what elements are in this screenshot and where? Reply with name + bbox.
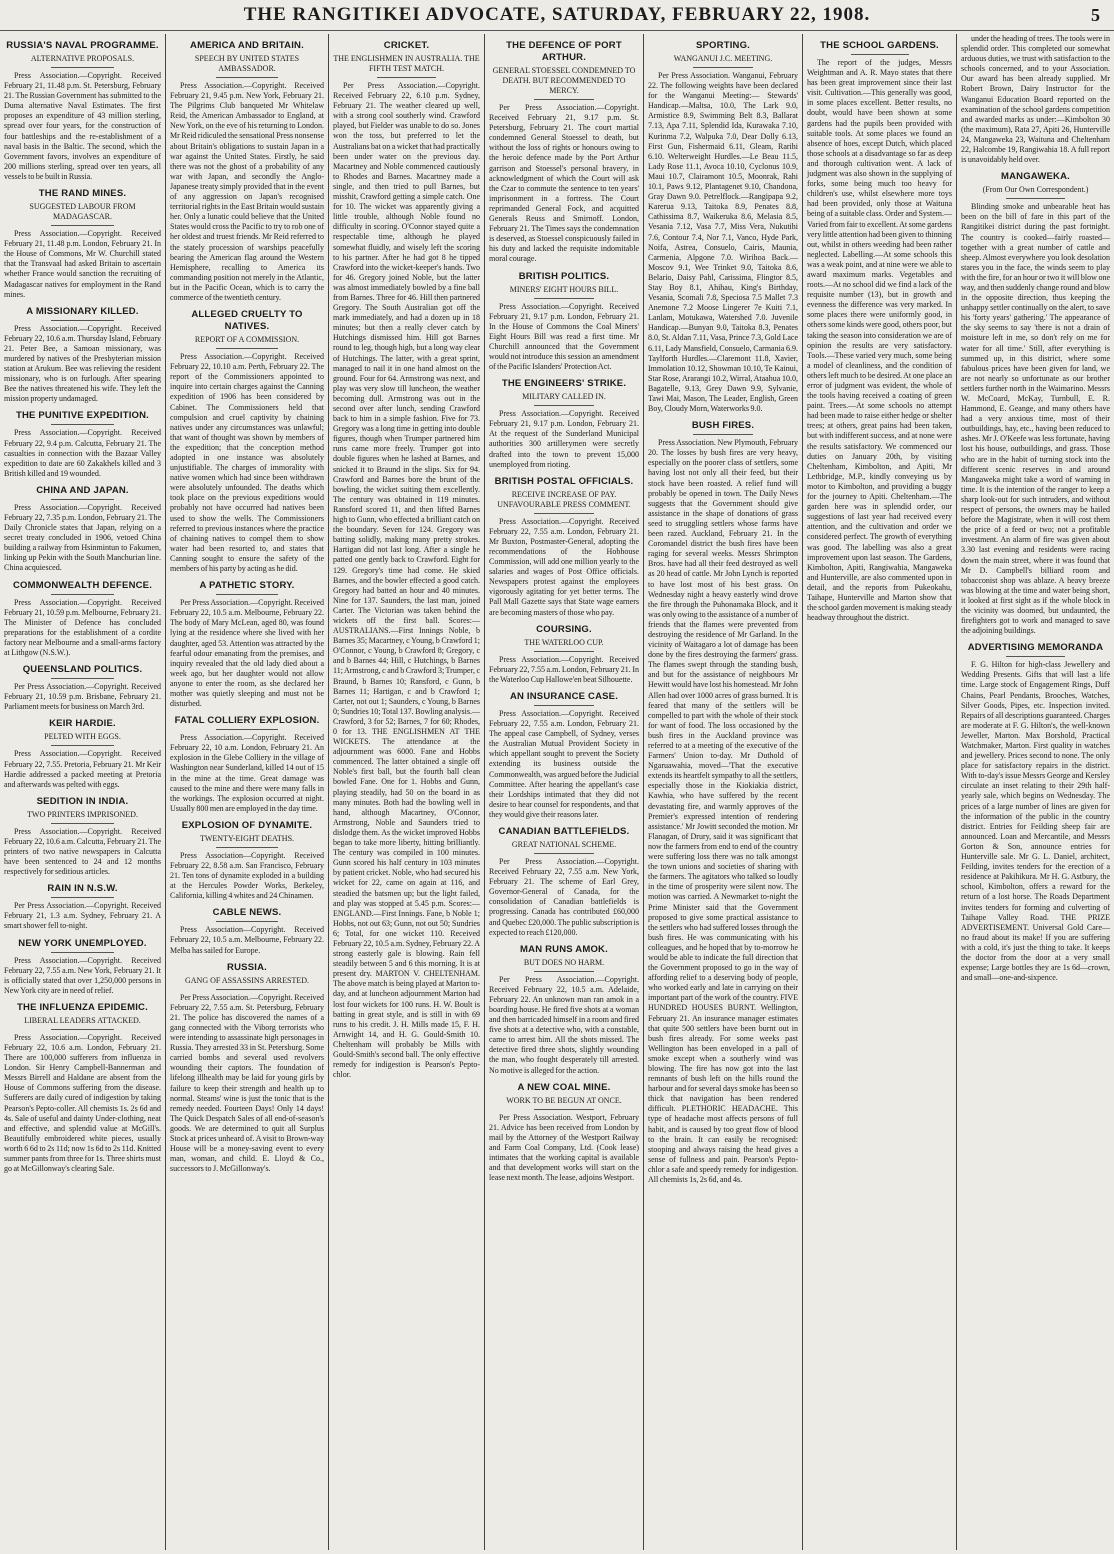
article-body: Press Association.—Copyright. Received February 22, 7.55 a.m. London, February 21. In the Waterloo Cup Hallowe'en beat Silhouette. bbox=[489, 654, 639, 684]
article bbox=[170, 309, 324, 574]
article-subheading: RECEIVE INCREASE OF PAY. UNFAVOURABLE PRESS COMMENT. bbox=[497, 489, 631, 509]
article-body: Press Association.—Copyright. Received February 21, 10.59 p.m. Melbourne, February 21. The Minister of Defence has concluded preparations for the establishment of a cordite factory near Melbourne and a small-arms factory at Lithgow (N.S.W.). bbox=[4, 597, 161, 658]
headline-rule bbox=[693, 67, 753, 68]
article bbox=[4, 306, 161, 405]
article-headline: THE ENGINEERS' STRIKE. bbox=[501, 378, 627, 390]
article bbox=[170, 715, 324, 814]
article-headline: A PATHETIC STORY. bbox=[199, 580, 295, 592]
article bbox=[4, 664, 161, 712]
headline-rule bbox=[216, 729, 278, 730]
article-headline: COURSING. bbox=[536, 623, 592, 635]
article-headline: THE RAND MINES. bbox=[38, 188, 127, 200]
article-headline: QUEENSLAND POLITICS. bbox=[22, 664, 143, 676]
article-subheading: (From Our Own Correspondent.) bbox=[982, 185, 1089, 195]
article-body: Per Press Association.—Copyright. Received February 22, 10.5 a.m. Melbourne, February 22. The body of Mary McLean, aged 80, was found lying at the residence where she lived with her daughter, aged 53. Attention was attracted by the fearful odour emanating from the premises, and inquiry revealed that the old lady died about a week ago, but her daughter would not allow anyone to enter the room, as she declared her mother was quietly sleeping and must not be disturbed. bbox=[170, 598, 324, 709]
article bbox=[4, 410, 161, 478]
article bbox=[489, 40, 639, 265]
article-body: Press Association.—Copyright. Received February 21, 11.48 p.m. St. Petersburg, February 21. The Russian Government has submitted to the Duma alternative Naval Estimates. The first proposes an expenditure of 43 million sterling, spread over four years, for the construction of four battleships and the re-establishment of a naval basis in the Baltic. The second, which the Government favors, involves an expenditure of 200 millions sterling, spread over ten years, all vessels to be built in Russia. bbox=[4, 71, 161, 181]
article-body: Press Association.—Copyright. Received February 22, 10.6 a.m. Calcutta, February 21. The printers of two native newspapers in Calcutta have been sentenced to 24 and 12 months respectively for seditious articles. bbox=[4, 826, 161, 877]
article-body: Press Association.—Copyright. Received February 22, 7.35 p.m. London, February 21. The Daily Chronicle states that Japan, relying on a secret treaty concluded in 1906, vetoed China building a railway from Hsinmintun to Fakumen, linking up Pekin with the South Manchurian line. China acquiesced. bbox=[4, 502, 161, 573]
article bbox=[4, 718, 161, 789]
headline-rule bbox=[534, 405, 594, 406]
article bbox=[489, 624, 639, 685]
article-body: Press Association.—Copyright. Received February 22, 7.55 a.m. New York, February 21. It is officially stated that over 1,250,000 persons in New York city are in need of relief. bbox=[4, 955, 161, 995]
article-body: Press Association.—Copyright. Received February 22, 10.10 a.m. Perth, February 22. The report of the Commissioners appointed to inquire into certain charges against the Canning expedition of 1906 has been considered by Cabinet. The Commissioners held that compulsion and cruel captivity by chaining natives under any circumstances was unlawful; that want of thought was shown by members of the expedition; that the conception method adopted in one instance was absolutely unjustifiable. The charges of immorality with native women which had since been withdrawn were absolutely unfounded. The deaths which took place on the previous expeditions would probably not have occurred had natives been used to show the wells. The Commissioners referred to previous instances where the practice of chaining natives to compel them to show water had been resorted to, and states that Canning sought to ensure the safety of the members of his party by acting as he did. bbox=[170, 352, 324, 574]
article bbox=[170, 820, 324, 901]
article bbox=[170, 962, 324, 1175]
article bbox=[489, 691, 639, 820]
headline-rule bbox=[51, 225, 114, 226]
article bbox=[4, 40, 161, 182]
article bbox=[333, 40, 480, 1080]
headline-rule bbox=[534, 298, 594, 299]
article-body: Per Press Association.—Copyright. Received February 22, 7.55 a.m. St. Petersburg, February 21. The police has discovered the names of a gang connected with the Viborg terrorists who were intending to assassinate high personages in Russia. They arrested 33 in St. Petersburg. Some carried bombs and several used revolvers wounding their captors. The foundation of lifelong illhealth may be laid for young girls by failure to keep their strength and health up to normal. Steams' wine is just the tonic that is the remedy needed. Fourteen Days! Only 14 days! The Quick Despatch Sales of all end-of-season's goods. We are determined to quit all Surplus Stock at prices unheard of. A visit to Brown-way House will be a money-saving event to every man, woman, and child. E. Lloyd & Co., successors to J. McGillonway's. bbox=[170, 992, 324, 1174]
article-headline: SEDITION IN INDIA. bbox=[36, 795, 129, 807]
article bbox=[648, 420, 798, 1185]
page-number: 5 bbox=[1091, 5, 1100, 25]
headline-rule bbox=[534, 99, 594, 100]
article bbox=[4, 188, 161, 300]
article-headline: KEIR HARDIE. bbox=[49, 718, 116, 730]
column-1 bbox=[0, 34, 165, 1548]
article-headline: THE DEFENCE OF PORT ARTHUR. bbox=[506, 40, 622, 63]
article-headline: CANADIAN BATTLEFIELDS. bbox=[498, 825, 630, 837]
article-body: Press Association. New Plymouth, February 20. The losses by bush fires are very heavy, especially on the poorer class of settlers, some having lost not only all their feed, but their stock have been roasted. A relief fund will probably be opened in town. The Daily News suggests that the Government should give assistance in the shape of donations of grass seed to struggling settlers whose farms have been razed. Auckland, February 21. In the Coromandel district the bush fires have been raging for several weeks. Messrs Shrimpton Bros. have had all their feed destroyed as well as 20 head of cattle. Mr John Lynch is reported to have lost most of his best grass. On Wednesday night a heavy easterly wind drove the fire through the Puhonamaka Block, and it was only owing to the assistance of a number of friends that the flames were prevented from destroying the residence of Mr Garland. In the vicinity of Waitagaro a lot of damage has been done by the fires destroying the farmers' grass. The flames swept through the standing bush, and but for the assistance of neighbours Mr Hewitt would have lost his homestead. Mr John Allen had over 1000 acres of grass burned. It is feared that many of the settlers will be compelled to part with the whole of their stock for want of food. The loss occasioned by the bush fires in the Auckland province was referred to at a meeting of the executive of the Farmers' Union to-day. Mr Duthold of Ngaruawahia, moved—'That the executive extends its heartfelt sympathy to all the settlers, especially those in the Kiokiakia district, Kawhia, who have suffered by the recent devastating fire, and warmly approves of the Premier's expressed intention of rendering assistance.' Mr Jowitt seconded the motion. Mr Flanagan, of Drury, said it was significant that now the farmers from end to end of the country were suffering loss there was no talk amongst the town unions and societies of sharing with the farmers. The agitators who talked so loudly in the time of prosperity were silent now. The motion was carried. A Newmarket to-night the Prime Minister said that the Government proposed to give some practical assistance to the settlers who had suffered losses through the bush fires. He was communicating with his colleagues, and he hoped that by to-morrow he would be able to indicate the full direction that the Government proposed to go in the way of affording relief to a deserving body of people, who worked early and late in carrying on their important part of the work of the country. FIVE HUNDRED HOUSES BURNT. Wellington, February 21. An insurance manager estimates that quite 500 settlers have been burnt out in bush fires already. For some weeks past Wellington has been enveloped in a pall of smoke except when a southerly wind was blowing. The fire has now got into the last remnants of bush left on the hills round the harbour and for several days smoke has been so thick that navigation has been rendered difficult. PLETHORIC HEADACHE. This type of headache most affects persons of full habit, and is caused by too great flow of blood to the brain. It can easily be recognised: stooping and always raising the head gives a sense of fullness and pain. Pearson's Pepto-chlor a safe and speedy remedy for indigestion. All chemists 1s, 2s 6d, and 4s. bbox=[648, 438, 798, 1185]
article-body: Per Press Association.—Copyright. Received February 21, 1.3 a.m. Sydney, February 21. A smart shower fell to-night. bbox=[4, 901, 161, 931]
article-headline: RUSSIA'S NAVAL PROGRAMME. bbox=[6, 40, 159, 51]
headline-rule bbox=[1006, 656, 1066, 657]
article-body: Press Association.—Copyright. Received February 22, 10.6 a.m. London, February 21. There are 100,000 sufferers from influenza in London. Sir Henry Campbell-Bannerman and Messrs Birrell and Haldane are absent from the House of Commons suffering from the disease. Sufferers are daily cured of indigestion by taking Pearson's Pepto-coller. All chemists 1s. 2s 6d and 4s. Sale of useful and dainty Under-clothing, neat and effective, and splendid value at McGill's. Beautifully embroidered white pieces, usually worth 6 6d to 2s 11d; now 1s 6d to 2s 11d. Knitted summer pants from three for 1s. Three shirts must go at McGillonway's clearing Sale. bbox=[4, 1032, 161, 1174]
headline-rule bbox=[851, 54, 909, 55]
article bbox=[489, 944, 639, 1076]
article-body: Blinding smoke and unbearable heat has been on the bill of fare in this part of the Rangitikei district during the past fortnight. The country is cooked—fairly roasted—together with a great number of cattle and sheep. Almost everywhere you look desolation stares you in the face, the winds seem to play with the fire, for an hour or two it will blow one way, and then suddenly change round and blow in the opposite direction, thus keeping the unhappy settler continually on the alert, to save his 'forty years' gathering.' The appearance of the sky seems to say 'there is not a drain of moisture left in me, so don't rely on me for water for all time.' Still, after everything is summed up, in this district, where some fabulous prices have been given for land, we are not nearly so unfortunate as our brother settlers further north in the Waimarino. Messrs W. McCoard, McKay, Turnbull, E. R. Hammond, E. Geange, and many others have had a very anxious time, most of their outbuildings, hay, etc., having been reduced to ashes. Mr J. O'Keefe was less fortunate, having lost his house, outbuildings, and grass. Those who are in the habit of turning stock into the different scenic reserves in and around Mangaweka might take a word of warning in time. It is the intention of the ranger to keep a sharp look-out for such intruders, and without respect of persons, the owners may be hailed before the Magistrate, when it will cost them the price of a feed or two; not a profitable investment. An alarm of fire was given about 3.30 last evening and residents were racing down the main street, where it was found that Mr D. Campbell's billiard room and tobacconist shop was ablaze. A heavy breeze was blowing at the time and water being short, it looked at first sight as if the whole block in the vicinity was doomed, but undaunted, the firefighters got to work and managed to save the adjoining buildings. bbox=[961, 202, 1110, 636]
headline-rule bbox=[51, 67, 114, 68]
article bbox=[489, 1082, 639, 1184]
article-body: Per Press Association.—Copyright. Received February 21, 9.17 p.m. St. Petersburg, February 21. The court martial condemned General Stoessel to death, but without the loss of rights or honours owing to the heroic defence made by the Port Arthur garrison and Stoessel's personal bravery, in acknowledgment of which the Court will ask the Czar to commute the sentence to ten years' imprisonment in a fortress. The Court reprimanded General Fock, and acquitted Generals Reuss and Smirnoff. London, February 21. The Times says the condemnation is deserved, as Stoessel conspicuously failed in his duty and lacked the requisite indomitable moral courage. bbox=[489, 103, 639, 264]
article-headline: THE INFLUENZA EPIDEMIC. bbox=[17, 1001, 148, 1013]
article bbox=[170, 40, 324, 303]
article bbox=[4, 580, 161, 659]
article-headline: CRICKET. bbox=[383, 40, 430, 51]
column-4 bbox=[485, 34, 643, 1548]
article-body: F. G. Hilton for high-class Jewellery and Wedding Presents. Gifts that will last a life time. Large stock of Engagement Rings, Duff Chains, Pearl Pendants, Brooches, Watches, Silver Goods, Pipes, etc. Inspection invited. Repairs of all descriptions guaranteed. Charges are moderate at F. G. Hilton's, the well-known Jeweller, Marton. Max Borshold, Practical Watchmaker, Marton. First quality in watches and jewellery. Prices second to none. The only place for satisfactory repairs in the district. With to-day's issue Messrs George and Kersley circulate an inset relating to their 29th half-yearly sale, which begins on Wednesday. The prices of a large number of lines are given for the information of the public in the country district. Entries for Feilding sheep fair are announced. Loan and Mercantile, and Messrs Gorton & Son, announce entries for Hunterville sale. Mr G. L. Daniel, architect, Feilding, invites tenders for the erection of a residence at Pakihikura. Mr H. G. Astbury, the school, Kimbolton, offers a reward for the return of a lost horse. The Roads Department invites tenders for forming and culverting of Taihape Valley Road. THE PRIZE ADVERTISEMENT. Universal Gold Care—no fraud about its make! If you are suffering with a cold, it's just the thing to take. It keeps the doctor from the door at a very small expense; Large bottles they are 1s 6d—crown, and small—one-and-sixpence. bbox=[961, 660, 1110, 983]
article-body: Press Association—Copyright. Received February 22, 8.58 a.m. San Francisco, February 21. Ten tons of dynamite exploded in a building at the Hercules Powder Works, Berkeley, California, killing 4 whites and 24 Chinamen. bbox=[170, 850, 324, 901]
article-body: Press Association.—Copyright. Received February 21, 11.48 p.m. London, February 21. In the House of Commons, Mr W. Churchill stated that the Transvaal had asked Britain to ascertain whether France would sanction the recruiting of Madagascar natives for employment in the Rand mines. bbox=[4, 229, 161, 299]
article bbox=[489, 378, 639, 470]
article-headline: THE PUNITIVE EXPEDITION. bbox=[15, 410, 150, 422]
article-headline: COMMONWEALTH DEFENCE. bbox=[12, 579, 153, 591]
headline-rule bbox=[51, 424, 114, 425]
article-headline: FATAL COLLIERY EXPLOSION. bbox=[174, 715, 320, 727]
headline-rule bbox=[534, 853, 594, 854]
article-headline: SPORTING. bbox=[695, 40, 751, 51]
article-body: Press Association.—Copyright. Received February 22, 7.55 a.m. London, February 21. The appeal case Campbell, of Sydney, verses the Australian Mutual Provident Society in which appellant sought to prevent the Society extending its business outside the Commonwealth, was argued before the Judicial Committee. After hearing the appellant's case their Lordships intimated that they did not desire to hear counsel for respondents, and that they would give their reasons later. bbox=[489, 708, 639, 819]
article-headline: RUSSIA. bbox=[227, 961, 267, 973]
headline-rule bbox=[51, 897, 114, 898]
article bbox=[489, 476, 639, 618]
headline-rule bbox=[51, 745, 114, 746]
article-subheading: GREAT NATIONAL SCHEME. bbox=[511, 839, 617, 849]
article bbox=[170, 580, 324, 709]
article bbox=[4, 1002, 161, 1174]
article bbox=[170, 907, 324, 955]
headline-rule bbox=[534, 971, 594, 972]
article-subheading: WANGANUI J.C. MEETING. bbox=[673, 54, 773, 63]
article-body: under the heading of trees. The tools were in splendid order. This completed our somewhat arduous duties, we trust with satisfaction to the schools concerned, and to your Association. Our award has been already supplied. Mr Robert Brown, Dairy Instructor for the Wanganui Education Board reported on the examination of the school gardens competition and awarded marks as under:—Kimbolton 30 (the maximum), Rata 27, Apiti 26, Hunterville 24, Mangaweka 23, Waituna and Cheltenham 22, Halcombe 19, Rangiwahia 18. A full report is unavoidably held over. bbox=[961, 34, 1110, 165]
article-headline: AMERICA AND BRITAIN. bbox=[190, 40, 304, 51]
headline-rule bbox=[534, 651, 594, 652]
article-headline: EXPLOSION OF DYNAMITE. bbox=[181, 819, 313, 831]
article bbox=[648, 40, 798, 414]
article-subheading: SPEECH BY UNITED STATES AMBASSADOR. bbox=[194, 54, 300, 73]
article-subheading: THE WATERLOO CUP. bbox=[524, 637, 604, 647]
article-subheading: LIBERAL LEADERS ATTACKED. bbox=[24, 1015, 141, 1025]
column-3 bbox=[329, 34, 484, 1548]
column-7 bbox=[957, 34, 1114, 1548]
article-headline: NEW YORK UNEMPLOYED. bbox=[18, 937, 147, 949]
article-body: Per Press Association. Westport, February 21. Advice has been received from London by mail by the Attorney of the Westport Railway and Farm Coal Company, Ltd. (Cook lease) intimates that the working capital is available and that development works will start on the lease next month. The lease, adjoins Westport. bbox=[489, 1112, 639, 1183]
article-headline: MAN RUNS AMOK. bbox=[520, 943, 608, 955]
headline-rule bbox=[216, 847, 278, 848]
article-subheading: THE ENGLISHMEN IN AUSTRALIA. THE FIFTH TEST MATCH. bbox=[333, 54, 480, 73]
article-body: Per Press Association.—Copyright. Received February 21, 10.59 p.m. Brisbane, February 21. Parliament meets for business on March 3rd. bbox=[4, 682, 161, 712]
article-subheading: TWENTY-EIGHT DEATHS. bbox=[199, 833, 295, 843]
article-headline: CHINA AND JAPAN. bbox=[36, 484, 129, 496]
article-headline: CABLE NEWS. bbox=[212, 907, 282, 919]
column-2 bbox=[166, 34, 328, 1548]
article-body: Press Association.—Copyright. Received February 22, 7.55 a.m. London, February 21. Mr Buxton, Postmaster-General, adopting the recommendations of the Hobhouse Commission, will add one million yearly to the salaries and wages of Post Office officials. Newspapers protest against the employees vigorously agitating for yet better terms. The Pall Mall Gazette says that State wage earners are becoming masters of those who pay. bbox=[489, 516, 639, 617]
headline-rule bbox=[693, 434, 753, 435]
article-body: Press Association.—Copyright. Received February 22, 10.6 a.m. Thursday Island, February 21. Peter Bee, a Samoan missionary, was murdered by natives of the Presbyterian mission station at Arukum. Bee was relieving the resident missionary, who is on furlough. After spearing Bee the natives threatened his wife. They left the mission property undamaged. bbox=[4, 323, 161, 404]
headline-rule bbox=[51, 1029, 114, 1030]
article-body: Per Press Association.—Copyright. Received February 22, 6.10 p.m. Sydney, February 21. The weather cleared up well, with a strong cool southerly wind. Crawford played, but Fielder was unable to do so. Jones won the toss, but preferred to let the Australians bat on a wicket that had practically been under water on the previous day. Macartney and Noble commenced cautiously to Rhodes and Barnes. Macartney made a single, and then tried to pull Barnes, but misshit, Crawford getting a simple catch. One for 10. The wicket was apparently giving a little trouble, although Noble found no difficulty in scoring. O'Connor stayed quite a respectable time, although he played somewhat fluidly, and wisely left the scoring to his partner. After he had got 8 he tipped Crawford into the wicket-keeper's hands. Two for 46. Gregory joined Noble, but the latter was almost immediately bowled by a fine ball from Barnes. Three for 46. Hill then partnered Gregory. The South Australian got off the mark immediately, and had a dozen up in 18 minutes; but then a really clever catch by Hutchings dismissed him. Hill got Barnes round to leg, though high, but a long way clear of Hutchings. The latter, with a great sprint, managed to nail it in one hand almost on the ground. Four for 64. Armstrong was next, and play was very slow till luncheon, the weather becoming dull. Armstrong was out in the second over after lunch, sending Crawford back to him in a simple fashion. Five for 73. Gregory was a long time in getting into double figures, though when Trumper partnered him runs came more freely. Trumper got into double figures when he lashed at Barnes, and snicked it to Braund in the slips. Six for 94. Crawford and Barnes bore the brunt of the bowling, the wicket suiting them excellently. The century was obtained in 119 minutes. Ransford scored 11, and then lifted Barnes high to Gunn, who effected a brilliant catch on the boundary. Seven for 124. Gregory was batting solidly, making many pretty strokes. Hartigan did not last long. After a single he patted one gently back to Crawford. Eight for 129. Gregory's time had come. He skied Barnes, and the bowler effected a good catch. Gregory had batted an hour and 40 minutes. Nine for 137. Saunders, the last man, joined Carter. The Victorian was taken behind the wickets off the first ball. Scores:— AUSTRALIANS.—First Innings Noble, b Barnes 35; Macartney, c Young, b Crawford 1; O'Connor, c Young, b Crawford 8; Gregory, c and b Barnes 44; Hill, c Hutchings, b Barnes 11; Armstrong, c and b Crawford 3; Trumper, c Braund, b Barnes 10; Ransford, c Gunn, b Barnes 11; Hartigan, c and b Crawford 1; Carter, not out 1; Saunders, c Young, b Barnes 0; Sundries 10; Total 137. Bowling analysis.—Crawford, 3 for 52; Barnes, 7 for 60; Rhodes, 0 for 13. THE ENGLISHMEN AT THE WICKETS. The attendance at the adjournment was 6000. Fane and Hobbs commenced. The latter obtained a single off Noble's first ball, but the fourth ball clean bowled Fane. One for 1. Hobbs and Gunn, playing steadily, had 50 on the board in as many minutes. Both had the bowling well in hand, although Macartney, O'Connor, Armstrong, Noble and Saunders tried to dislodge them. As the wicket improved Hobbs began to take more liberty, hitting brilliantly. The century was compiled in 100 minutes. Gunn scored his half century in 103 minutes by patient cricket. Noble, who had secured his wicket for 22, came on again at 116, and steadied the batsmen up; but the light failed, and play was stopped at 5.45 p.m. Scores:— ENGLAND.—First Innings. Fane, b Noble 1; Hobbs, not out 63; Gunn, not out 50; Sundries 6; Total, for one wicket 110. Received February 22, 10.5 a.m. Sydney, February 22. A strong easterly gale is blowing. Rain fell steadily between 5 and 6 this morning. It is at present dry. MARTON V. CHELTENHAM. The above match is being played at Marton to-day, and at luncheon adjournment Marton had lost four wickets for 100 runs. H. W. Boult is batting in great style, and is still in with 69 runs to his credit. J. H. Mills made 15, F. H. Arnwight 14, and H. G. Gould-Smith 10. Cheltenham will probably be Mills with Gould-Smith's second ball. The only effective remedy for indigestion is Pearson's Pepto-chlor. bbox=[333, 81, 480, 1080]
article-subheading: BUT DOES NO HARM. bbox=[523, 957, 605, 967]
article-headline: THE SCHOOL GARDENS. bbox=[820, 40, 939, 51]
article bbox=[4, 938, 161, 996]
article-headline: A NEW COAL MINE. bbox=[517, 1081, 611, 1093]
article-body: Per Press Association.—Copyright. Received February 22, 10.5 a.m. Adelaide, February 22. An unknown man ran amok in a boarding house. He fired five shots at a woman and then barricaded himself in a room and fired five shots at a detective who, with a constable, came to arrest him. All the shots missed. The detective fired three shots, slightly wounding the man, who fought desperately till arrested. No motive is alleged for the action. bbox=[489, 974, 639, 1075]
article-subheading: MILITARY CALLED IN. bbox=[522, 392, 606, 402]
article-body: Press Association.—Copyright. Received February 21, 9.17 p.m. London, February 21. In the House of Commons the Coal Miners' Eight Hours Bill was read a first time. Mr Churchill announced that the Government would not introduce this session an amendment of the Pacific Islanders' Protection Act. bbox=[489, 301, 639, 372]
headline-rule bbox=[534, 705, 594, 706]
headline-rule bbox=[216, 77, 278, 78]
article-body: Press Association.—Copyright. Received February 22, 9.4 p.m. Calcutta, February 21. The casualties in connection with the Bazaar Valley expedition to date are 60 Zakakhels killed and 3 British killed and 19 wounded. bbox=[4, 428, 161, 478]
article bbox=[4, 485, 161, 574]
article-body: Press Association.—Copyright. Received February 22, 10 a.m. London, February 21. An explosion in the Glebe Colliery in the village of Washington near Sunderland, killed 14 out of 15 in the mine at the time. Great damage was caused to the mine and there were many falls in the workings. The explosion occurred at night. Usually 800 men are employed in the day time. bbox=[170, 733, 324, 813]
article-body: Per Press Association.—Copyright. Received February 22, 7.55 a.m. New York, February 21. The scheme of Earl Grey, Governor-General of Canada, for the consolidation of Canadian battlefields is progressing. Canada has contributed £60,000 and Quebec £20,000. The public subscription is expected to reach £120,000. bbox=[489, 856, 639, 937]
headline-rule bbox=[216, 989, 278, 990]
headline-rule bbox=[51, 320, 114, 321]
article bbox=[489, 271, 639, 373]
headline-rule bbox=[1006, 198, 1066, 199]
article-headline: AN INSURANCE CASE. bbox=[509, 690, 619, 702]
article-body: Press Association.—Copyright. Received February 21, 9.17 p.m. London, February 21. At the request of the Sunderland Municipal authorities 300 artillerymen were secretly drafted into the town to prevent 15,000 unemployed from rioting. bbox=[489, 409, 639, 469]
masthead-title: THE RANGITIKEI ADVOCATE, SATURDAY, FEBRUARY 22, 1908. bbox=[243, 4, 871, 25]
headline-rule bbox=[216, 921, 278, 922]
article-subheading: REPORT OF A COMMISSION. bbox=[194, 335, 300, 345]
headline-rule bbox=[216, 594, 278, 595]
headline-rule bbox=[51, 678, 114, 679]
article-headline: MANGAWEKA. bbox=[1000, 171, 1071, 183]
masthead bbox=[0, 0, 1114, 31]
headline-rule bbox=[377, 77, 436, 78]
article-headline: BRITISH POSTAL OFFICIALS. bbox=[494, 475, 634, 487]
article-subheading: GENERAL STOESSEL CONDEMNED TO DEATH. BUT RECOMMENDED TO MERCY. bbox=[492, 66, 636, 95]
article-headline: ADVERTISING MEMORANDA bbox=[967, 642, 1104, 654]
article bbox=[4, 883, 161, 931]
headline-rule bbox=[51, 823, 114, 824]
article bbox=[961, 642, 1110, 983]
article-subheading: TWO PRINTERS IMPRISONED. bbox=[27, 809, 138, 819]
article bbox=[4, 796, 161, 877]
article-body: Per Press Association. Wanganui, February 22. The following weights have been declared for the Wanganui Meeting:— Stewards' Handicap.—Maltsa, 10.0, The Lark 9.0, Armistice 8.9, Swimming Belt 8.3, Ballarat 7.13, Apa 7.11, Splendid Ida, Kurawaka 7.10, Kurinma 7.2, Walpuka 7.0, Dear Dolly 6.13, First Gun, Fishermaid 6.11, Gleam, Rarihi 6.10. Welterweight Hurdles.—Le Beau 11.5, Lady Rose 11.1, Avoca 10.10, Cyclonus 10.9, Maui 10.7, Clairamont 10.5, Moonrak, Rahi 10.1, Paws 9.12, Plantagenet 9.10, Chandona, Gray Dawn 9.0. Petrelflock.—Rangipapa 9.2, Karerua 9.13, Taitoka 8.9, Penates 8.8, Cathissima 8.7, Waikeruka 8.6, Melasia 8.5, Vesania 7.12, Vasa 7.7, Miss Vera, Nukutihi 7.6, Contour 7.4, Nor 7.1, Vanco, Hyde Park, Noifa, Astrea, Consuelo, Cairis, Maunia, Carmenia, Alpgone 7.0. Wirihoa Back.—Moscov 9.1, Wee Trinket 9.0, Taitoka 8.6, Belario, Daisy Pahl, Carissima, Flingtor 8.5, Stay Boy 8.1, Ahihau, King's Birthday, Vesania, Scomali 7.8, Speciosa 7.5 Mallet 7.3 Anemone 7.2 Moose Lingerer 7e Kuiti 7.1, Lanlam, Motukawa, Watershed 7.0. Juvenile Handicap.—Bunyan 9.0, Taitoka 8.3, Penates 8.0, St. Aldan 7.11, Vasa, Prince 7.3, Gold Lace 6.11, Lady Mansfield, Consuelo, Carmania 6.9. Taylforth Hurdles.—Claremont 11.8, Xavier, Immolation 10.12, Showman 10.10, Te Kainui, Star Rose, Ararangi 10.2, Wirral, Ataahua 10.0, Bagatelle, 9.13, Grey Dawn 9.9, Sylvanie, Tawi Mai, Mason, The Leader, English, Green Boy, Cloudy Morn, Waterworks 9.0. bbox=[648, 71, 798, 414]
column-6 bbox=[803, 34, 956, 1548]
article bbox=[489, 826, 639, 938]
article-body: Press Association.—Copyright. Received February 21, 9.45 p.m. New York, February 21. The Pilgrims Club banqueted Mr Whitelaw Reid, the American Ambassador to England, at New York, on the eve of his returning to London. Mr Reid ridiculed the sensational Press nonsense about Britain's obligations to sustain Japan in a war against the United States. Firstly, he said there was not the ghost of a probability of any war with Japan, and secondly the Anglo-Japanese treaty simply provided that in the event of any aggression on Japan's recognised territorial rights in the East Britain would sustain her. Only a lunatic could believe that the United States would cross the Pacific to try to rob one of her oldest and truest friends. Mr Reid referred to the stately procession of warships peacefully bearing the American flag around the Western Hemisphere, recalling to America its commanding position not merely in the Atlantic, but in the Pacific Ocean, which is to carry the commerce of the twentieth century. bbox=[170, 81, 324, 302]
article-subheading: MINERS' EIGHT HOURS BILL. bbox=[509, 284, 619, 294]
article-body: Press Association.—Copyright. Received February 22, 7.55. Pretoria, February 21. Mr Keir Hardie addressed a packed meeting at Pretoria and afterwards was pelted with eggs. bbox=[4, 749, 161, 789]
article-body: The report of the judges, Messrs Weightman and A. R. Mayo states that there has been great improvement since their last visit. Cultivation.—This generally was good, in some places excellent. Better results, no doubt, would have been shown at some gardens had the pupils been provided with suitable tools. At some places we found an absence of hoes, except Dutch, which placed those schools at a disadvantage so far as deep and thorough cultivation went. A lack of judgment was also shown in the supplying of forks, some being much too heavy for children's use, whilst elsewhere more toys had been provided, only those at Waituna being of a suitable class. Order and System.—Varied from fair to excellent. At some gardens very little attention had been given to thinning out, whilst in others weeding had been rather neglected. Labelling.—At some schools this was a weak point, and at nine were we able to award maximum marks. Vegetables and roots.—At no school did we find a lack of the requisite number (13), but in growth and evenness the difference was very marked. In some places there were uniformly good, in others some kinds were good, others poor, but taking the season into consideration we are of opinion the results are very satisfactory. Tools.—These varied very much, some being a model of cleanliness, and the condition of others left much to be desired. At one place an error of judgment was evident, the whole of the tools having received a coating of green paint. Trees.—At some schools no attempt had been made to raise either hedge or shelter trees; at others, great pains had been taken, but with indifferent success, and at none were the results satisfactory. We commenced our duties on January 20th, by visiting Cheltenham, Kimbolton, and Apiti, Mr Lethbridge, M.P., kindly conveying us by motor to Kimbolton, and providing a buggy for the journey to Apiti. Cheltenham.—The garden here was in splendid order, our suggestions of last year had received every attention, and the cultivation and order we considered perfect. The growth of everything was good. The labelling was also a great improvement upon last season. The Gardens, Kimbolton, Apiti, Rangiwahia, Mangaweka and Hunterville, are also commented upon in detail, and the reports from Pukeokahu, Taihape, Hunterville and Marton show that the school garden movement is making steady headway throughout the district. bbox=[807, 58, 952, 623]
article bbox=[807, 40, 952, 623]
article-subheading: SUGGESTED LABOUR FROM MADAGASCAR. bbox=[29, 202, 136, 222]
article-subheading: WORK TO BE BEGUN AT ONCE. bbox=[506, 1095, 622, 1105]
article-subheading: ALTERNATIVE PROPOSALS. bbox=[30, 54, 135, 63]
article-body: Press Association—Copyright. Received February 22, 10.5 a.m. Melbourne, February 22. Melba has sailed for Europe. bbox=[170, 925, 324, 955]
headline-rule bbox=[534, 1109, 594, 1110]
article-headline: RAIN IN N.S.W. bbox=[47, 883, 118, 895]
article-subheading: PELTED WITH EGGS. bbox=[44, 732, 121, 742]
article bbox=[961, 34, 1110, 165]
headline-rule bbox=[51, 952, 114, 953]
headline-rule bbox=[51, 594, 114, 595]
headline-rule bbox=[51, 499, 114, 500]
column-5 bbox=[644, 34, 802, 1548]
article-headline: BUSH FIRES. bbox=[691, 420, 755, 432]
article-headline: BRITISH POLITICS. bbox=[518, 270, 610, 282]
article bbox=[961, 171, 1110, 636]
article-headline: A MISSIONARY KILLED. bbox=[26, 305, 139, 317]
article-headline: ALLEGED CRUELTY TO NATIVES. bbox=[191, 309, 303, 333]
headline-rule bbox=[534, 513, 594, 514]
headline-rule bbox=[216, 348, 278, 349]
article-subheading: GANG OF ASSASSINS ARRESTED. bbox=[184, 975, 310, 985]
